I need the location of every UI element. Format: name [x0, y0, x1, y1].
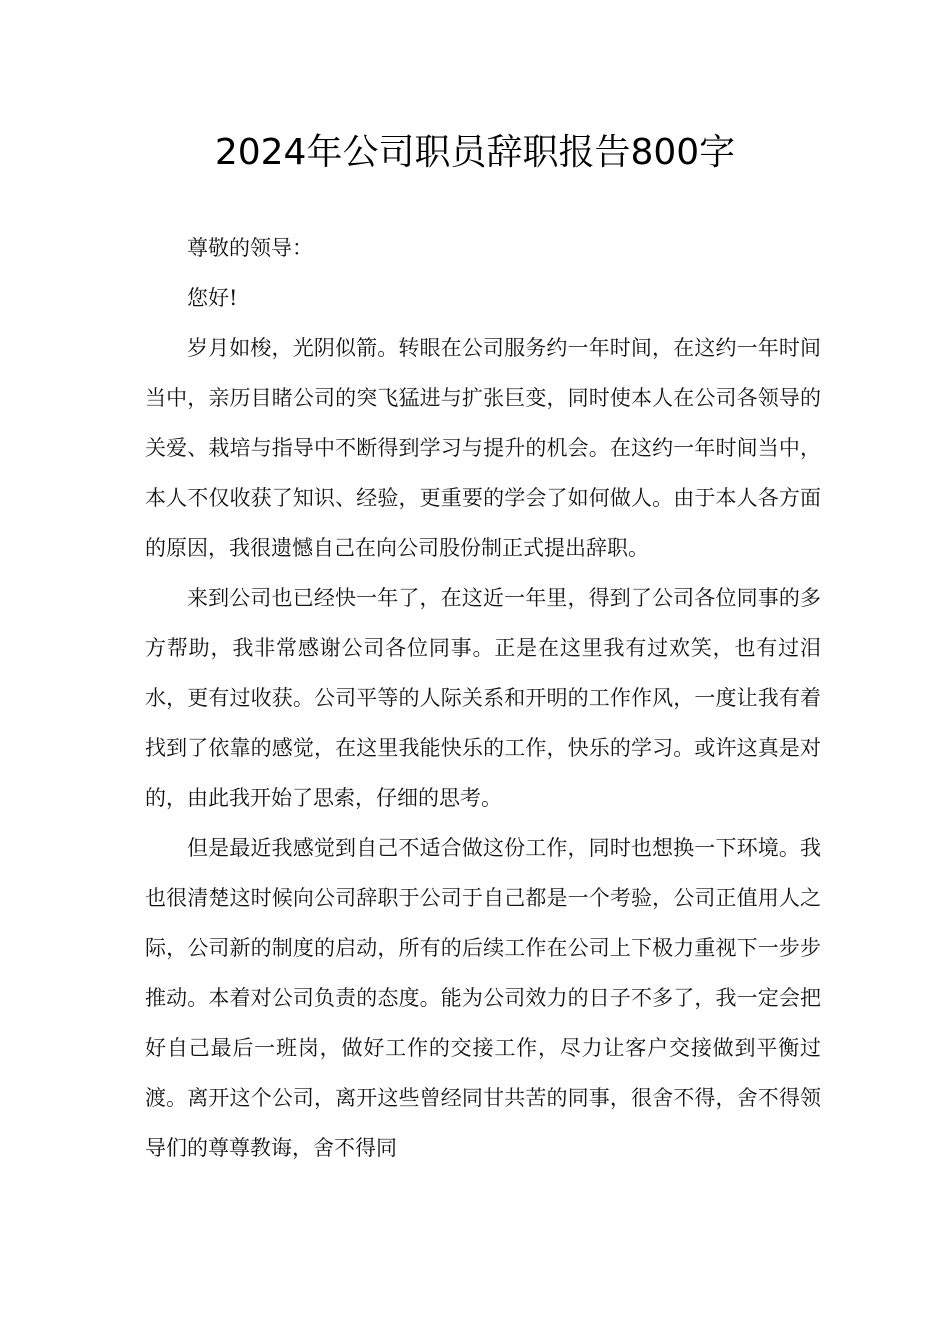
salutation: 尊敬的领导：	[187, 236, 313, 260]
paragraph-2: 来到公司也已经快一年了，在这近一年里，得到了公司各位同事的多方帮助，我非常感谢公司各位同事。正是在这里我有过欢笑，也有过泪水，更有过收获。公司平等的人际关系和开明的工作作风，一度让我有着找到了依靠的感觉，在这里我能快乐的工作，快乐的学习。或许这真是对的，由此我开始了思索，仔细的思考。	[145, 586, 821, 810]
paragraph-1: 岁月如梭，光阴似箭。转眼在公司服务约一年时间，在这约一年时间当中，亲历目睹公司的突飞猛进与扩张巨变，同时使本人在公司各领导的关爱、栽培与指导中不断得到学习与提升的机会。在这约一年时间当中，本人不仅收获了知识、经验，更重要的学会了如何做人。由于本人各方面的原因，我很遗憾自己在向公司股份制正式提出辞职。	[145, 336, 821, 560]
document-title: 2024年公司职员辞职报告800字	[214, 132, 736, 173]
paragraph-3: 但是最近我感觉到自己不适合做这份工作，同时也想换一下环境。我也很清楚这时候向公司辞职于公司于自己都是一个考验，公司正值用人之际，公司新的制度的启动，所有的后续工作在公司上下极力重视下一步步推动。本着对公司负责的态度。能为公司效力的日子不多了，我一定会把好自己最后一班岗，做好工作的交接工作，尽力让客户交接做到平衡过渡。离开这个公司，离开这些曾经同甘共苦的同事，很舍不得，舍不得领导们的尊尊教诲，舍不得同	[145, 836, 821, 1160]
document-body	[145, 223, 821, 1173]
greeting: 您好!	[187, 286, 238, 310]
